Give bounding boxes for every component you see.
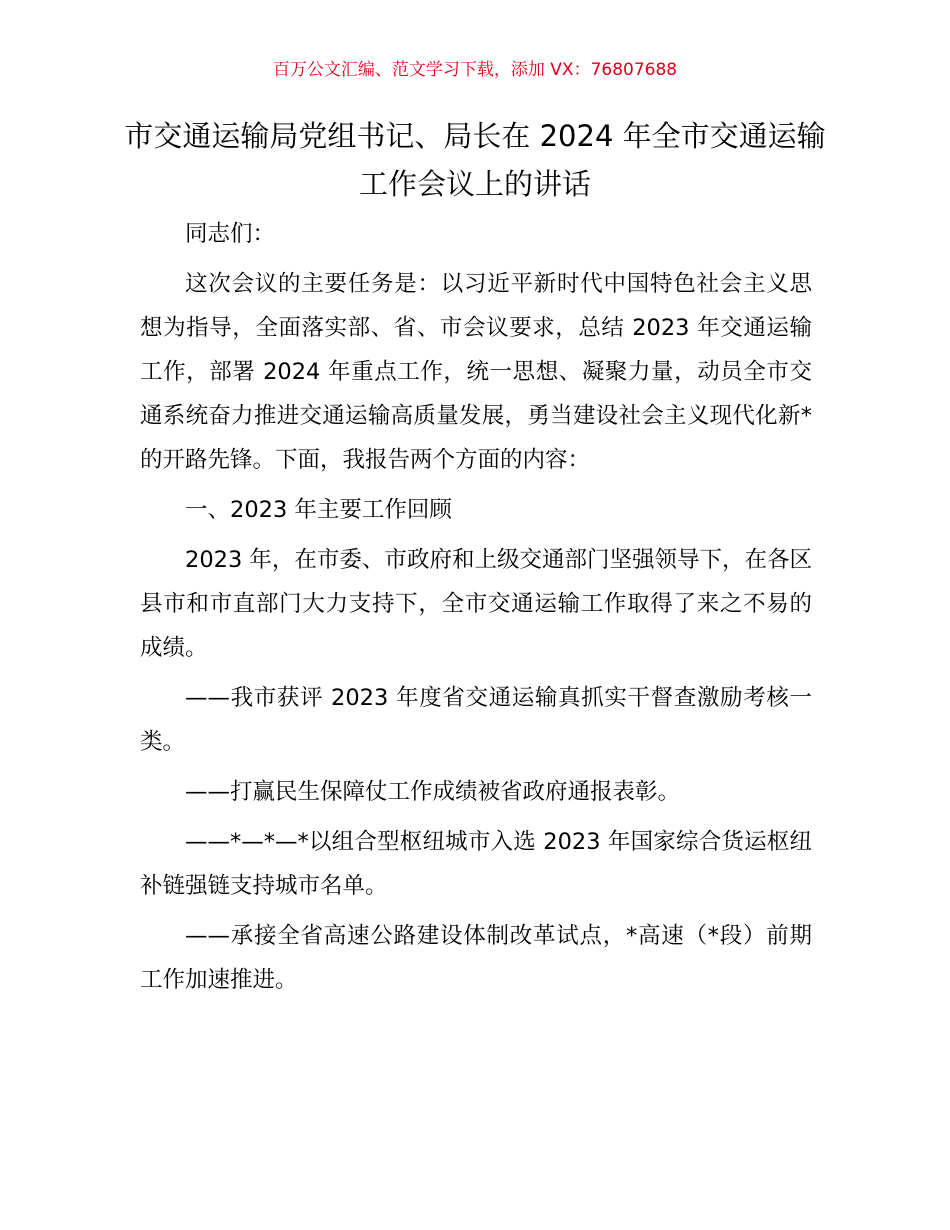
paragraph-review: 2023 年，在市委、市政府和上级交通部门坚强领导下，在各区县市和市直部门大力支持下，全市交通运输工作取得了来之不易的成绩。 [140,547,812,661]
achievement-item-1: ——我市获评 2023 年度省交通运输真抓实干督查激励考核一类。 [140,685,812,755]
document-title: 市交通运输局党组书记、局长在 2024 年全市交通运输工作会议上的讲话 [124,119,826,201]
salutation: 同志们： [185,221,276,247]
achievement-item-3: ——*—*—*以组合型枢纽城市入选 2023 年国家综合货运枢纽补链强链支持城市名单。 [140,829,812,899]
header-watermark-text: 百万公文汇编、范文学习下载，添加 VX：76807688 [272,60,678,80]
section-heading-1: 一、2023 年主要工作回顾 [185,497,452,523]
document-body [140,212,812,1008]
achievement-item-4: ——承接全省高速公路建设体制改革试点，*高速（*段）前期工作加速推进。 [140,923,812,993]
paragraph-intro: 这次会议的主要任务是：以习近平新时代中国特色社会主义思想为指导，全面落实部、省、市会议要求，总结 2023 年交通运输工作，部署 2024 年重点工作，统一思想、凝聚力量，动员全市交通系统奋力推进交通运输高质量发展，勇当建设社会主义现代化新*的开路先锋。下面，我报告两个方面的内容： [140,271,812,473]
achievement-item-2: ——打赢民生保障仗工作成绩被省政府通报表彰。 [185,779,681,805]
